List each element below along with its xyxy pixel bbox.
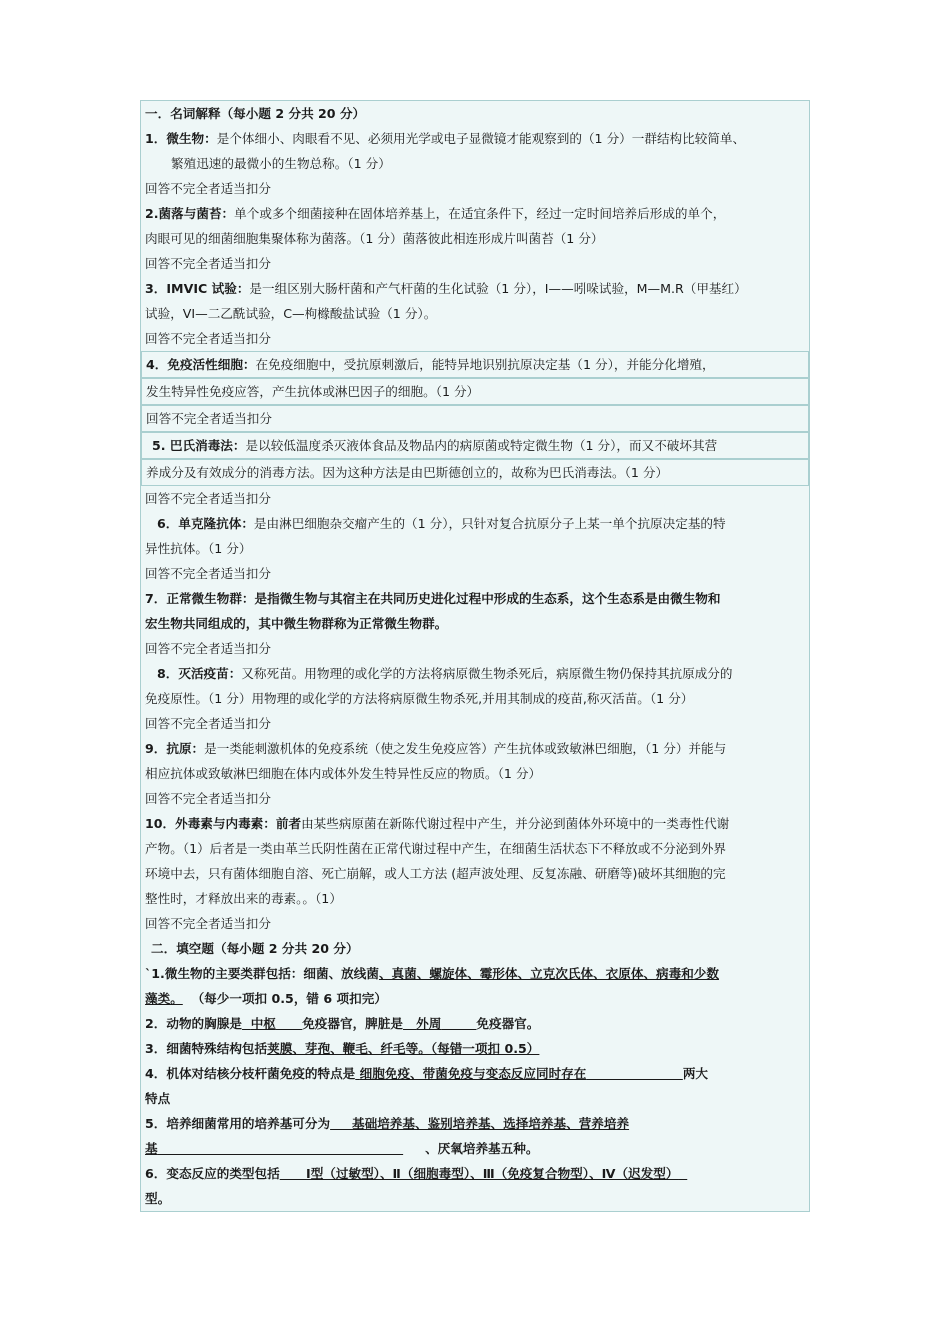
item-7-line-1: 7．正常微生物群：是指微生物与其宿主在共同历史进化过程中形成的生态系，这个生态系是由微生物和 xyxy=(145,591,721,606)
item-9-line-2: 相应抗体或致敏淋巴细胞在体内或体外发生特异性反应的物质。（1 分） xyxy=(145,766,542,781)
fill-6-line-2: 型。 xyxy=(145,1191,171,1206)
deduct-note: 回答不完全者适当扣分 xyxy=(145,716,271,731)
fill-1-line-2: 藻类。 （每少一项扣 0.5，错 6 项扣完） xyxy=(145,991,387,1006)
item-6-line-2: 异性抗体。（1 分） xyxy=(145,541,252,556)
item-5-box xyxy=(141,432,809,459)
item-2-line-2: 肉眼可见的细菌细胞集聚体称为菌落。（1 分）菌落彼此相连形成片叫菌苔（1 分） xyxy=(145,231,604,246)
deduct-note: 回答不完全者适当扣分 xyxy=(145,331,271,346)
item-3-line-1: 3．IMVIC 试验：是一组区别大肠杆菌和产气杆菌的生化试验（1 分），I——吲哚试验，M—M.R（甲基红） xyxy=(145,281,747,296)
deduct-note: 回答不完全者适当扣分 xyxy=(145,566,271,581)
section-heading: 一．名词解释（每小题 2 分共 20 分） xyxy=(145,106,366,121)
item-5-box-2 xyxy=(141,459,809,486)
item-1-line-1: 1．微生物：是个体细小、肉眼看不见、必须用光学或电子显微镜才能观察到的（1 分）一群结构比较简单、 xyxy=(145,131,746,146)
item-10-line-3: 环境中去，只有菌体细胞自溶、死亡崩解，或人工方法 (超声波处理、反复冻融、研磨等)破坏其细胞的完 xyxy=(145,866,726,881)
item-10-line-1: 10．外毒素与内毒素：前者由某些病原菌在新陈代谢过程中产生，并分泌到菌体外环境中的一类毒性代谢 xyxy=(145,816,730,831)
item-4-box-2 xyxy=(141,378,809,405)
item-8-line-1: 8．灭活疫苗：又称死苗。用物理的或化学的方法将病原微生物杀死后，病原微生物仍保持其抗原成分的 xyxy=(157,666,733,681)
item-4-box-3 xyxy=(141,405,809,432)
deduct-note: 回答不完全者适当扣分 xyxy=(145,181,271,196)
deduct-note: 回答不完全者适当扣分 xyxy=(145,916,271,931)
deduct-note: 回答不完全者适当扣分 xyxy=(145,641,271,656)
item-5-line-1: 5. 巴氏消毒法：是以较低温度杀灭液体食品及物品内的病原菌或特定微生物（1 分），而又不破坏其营 xyxy=(152,438,718,453)
item-4-line-2: 发生特异性免疫应答，产生抗体或淋巴因子的细胞。（1 分） xyxy=(146,384,480,399)
fill-4-line-1: 4．机体对结核分枝杆菌免疫的特点是 细胞免疫、带菌免疫与变态反应同时存在 两大 xyxy=(145,1066,708,1081)
item-9-line-1: 9．抗原：是一类能刺激机体的免疫系统（使之发生免疫应答）产生抗体或致敏淋巴细胞，（1 分）并能与 xyxy=(145,741,727,756)
deduct-note: 回答不完全者适当扣分 xyxy=(146,411,272,426)
item-5-line-2: 养成分及有效成分的消毒方法。因为这种方法是由巴斯德创立的，故称为巴氏消毒法。（1 分） xyxy=(146,465,669,480)
item-7-line-2: 宏生物共同组成的，其中微生物群称为正常微生物群。 xyxy=(145,616,448,631)
fill-2: 2．动物的胸腺是 中枢 免疫器官，脾脏是 外周 免疫器官。 xyxy=(145,1016,540,1031)
fill-5-line-2: 基 、厌氧培养基五种。 xyxy=(145,1141,539,1156)
item-10-line-4: 整性时，才释放出来的毒素。。（1） xyxy=(145,891,342,906)
item-10-line-2: 产物。（1）后者是一类由革兰氏阴性菌在正常代谢过程中产生，在细菌生活状态下不释放或不分泌到外界 xyxy=(145,841,727,856)
deduct-note: 回答不完全者适当扣分 xyxy=(145,256,271,271)
item-1-line-2: 繁殖迅速的最微小的生物总称。（1 分） xyxy=(171,156,391,171)
item-6-line-1: 6．单克隆抗体：是由淋巴细胞杂交瘤产生的（1 分），只针对复合抗原分子上某一单个抗原决定基的特 xyxy=(157,516,726,531)
document-page xyxy=(140,100,810,1212)
fill-3: 3．细菌特殊结构包括荚膜、芽孢、鞭毛、纤毛等。（每错一项扣 0.5） xyxy=(145,1041,540,1056)
deduct-note: 回答不完全者适当扣分 xyxy=(145,791,271,806)
fill-6-line-1: 6．变态反应的类型包括 Ⅰ型（过敏型）、Ⅱ（细胞毒型）、Ⅲ（免疫复合物型）、Ⅳ（迟发型） xyxy=(145,1166,679,1181)
fill-5-line-1: 5．培养细菌常用的培养基可分为 基础培养基、鉴别培养基、选择培养基、营养培养 xyxy=(145,1116,630,1131)
item-4-box xyxy=(141,351,809,378)
fill-4-line-2: 特点 xyxy=(145,1091,171,1106)
item-8-line-2: 免疫原性。（1 分）用物理的或化学的方法将病原微生物杀死,并用其制成的疫苗,称灭活苗。（1 分） xyxy=(145,691,694,706)
item-2-line-1: 2.菌落与菌苔：单个或多个细菌接种在固体培养基上，在适宜条件下，经过一定时间培养后形成的单个， xyxy=(145,206,726,221)
item-4-line-1: 4．免疫活性细胞：在免疫细胞中，受抗原刺激后，能特异地识别抗原决定基（1 分），并能分化增殖， xyxy=(146,357,715,372)
section-heading-2: 二．填空题（每小题 2 分共 20 分） xyxy=(151,941,359,956)
item-3-line-2: 试验，VI—二乙酰试验，C—枸橼酸盐试验（1 分）。 xyxy=(145,306,437,321)
fill-1-line-1: `1.微生物的主要类群包括：细菌、放线菌、真菌、螺旋体、霉形体、立克次氏体、衣原体、病毒和少数 xyxy=(145,966,719,981)
deduct-note: 回答不完全者适当扣分 xyxy=(145,491,271,506)
